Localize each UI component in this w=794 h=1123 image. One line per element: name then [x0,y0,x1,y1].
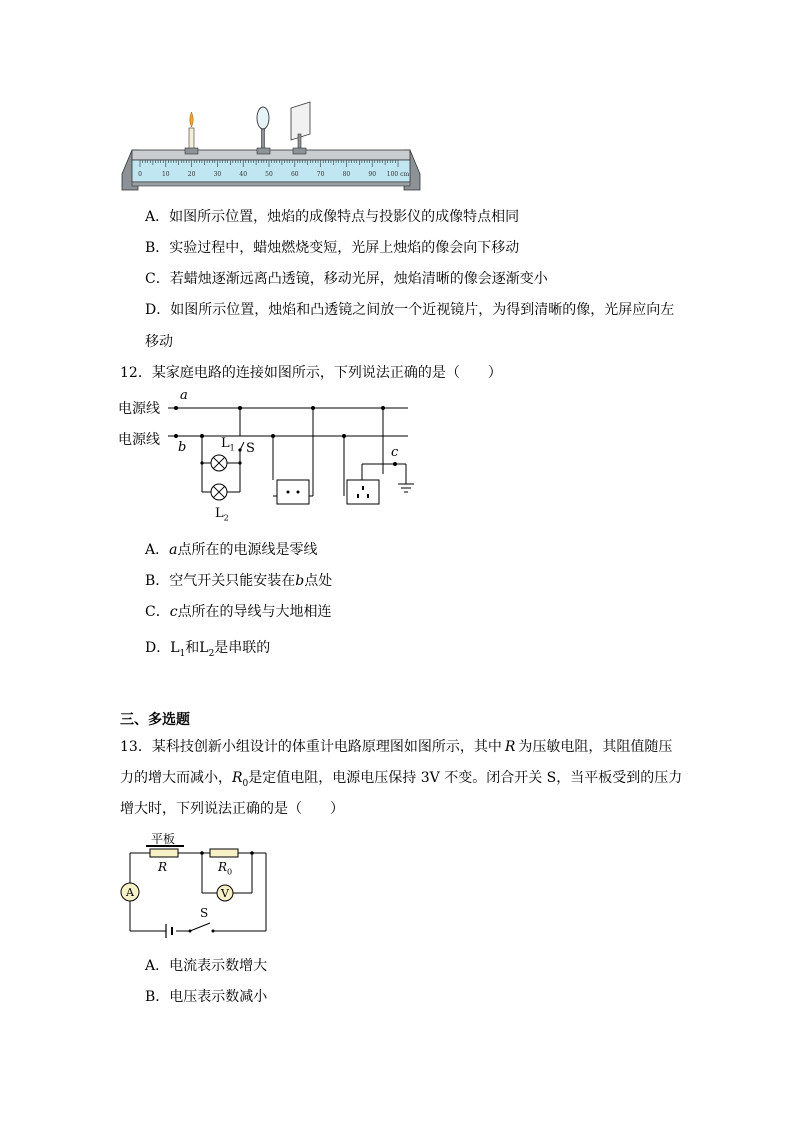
bench-tick-label: 20 [187,171,196,178]
q13-stem-line-1: 13．某科技创新小组设计的体重计电路原理图如图所示，其中 R 为压敏电阻，其阻值随压 [120,739,673,755]
switch-s-label: S [246,441,255,456]
q12-stem: 12．某家庭电路的连接如图所示，下列说法正确的是（ ） [120,365,502,381]
bench-tick-label: 70 [316,171,325,178]
point-c-label: c [391,445,399,460]
q13-option-a: A．电流表示数增大 [145,958,268,974]
bench-tick-label: 60 [290,171,299,178]
q12-option-b: B．空气开关只能安装在b点处 [145,573,333,589]
q13-stem-line-2: 力的增大而减小，$R_0$是定值电阻，电源电压保持 3V 不变。闭合开关 S，当平板受到的压力 [120,770,683,789]
q12-option-c: C．c点所在的导线与大地相连 [145,604,332,620]
bench-tick-label: 10 [161,171,170,178]
q11-option-c: C．若蜡烛逐渐远离凸透镜，移动光屏，烛焰清晰的像会逐渐变小 [145,271,548,287]
switch-s-label: S [200,906,209,920]
q12-option-d: D．$L_1$和$L_2$是串联的 [145,640,271,659]
household-circuit-figure [118,390,428,530]
power-line-1-label: 电源线 [118,401,160,417]
optical-bench-figure [118,98,424,194]
bench-tick-label: 80 [342,171,351,178]
scale-circuit-figure [118,828,278,938]
ammeter-label: A [126,886,134,899]
point-a-label: a [180,388,188,403]
bench-tick-label: 40 [239,171,248,178]
q13-option-b: B．电压表示数减小 [145,989,268,1005]
lamp-l2-label: $L_2$ [215,506,229,523]
q11-option-b: B．实验过程中，蜡烛燃烧变短，光屏上烛焰的像会向下移动 [145,240,520,256]
q11-option-d-continued: 移动 [145,334,173,350]
plate-label: 平板 [151,832,176,846]
light-screen [291,102,310,154]
q11-option-a: A．如图所示位置，烛焰的成像特点与投影仪的成像特点相同 [145,209,520,225]
point-b-label: b [178,440,187,455]
section-heading: 三、多选题 [120,712,190,728]
bench-tick-label: 90 [368,171,377,178]
q13-stem-line-3: 增大时，下列说法正确的是（ ） [120,801,344,817]
resistor-r0-label: $R_0$ [218,860,233,877]
circuit-wiring [118,390,428,530]
scale-circuit-wiring [118,828,278,938]
q11-option-d: D．如图所示位置，烛焰和凸透镜之间放一个近视镜片，为得到清晰的像，光屏应向左 [145,302,675,318]
bench-tick-label: 0 [138,171,142,178]
bench-tick-label: 30 [213,171,222,178]
power-line-2-label: 电源线 [118,432,160,448]
bench-tick-label: 50 [265,171,273,178]
voltmeter-label: V [221,887,229,900]
bench-tick-label: 100 cm [386,171,410,178]
lamp-l1-label: $L_1$ [221,436,235,453]
resistor-r-label: R [158,860,168,874]
q12-option-a: A．a点所在的电源线是零线 [145,542,318,558]
candle [185,112,198,154]
convex-lens [257,107,270,154]
